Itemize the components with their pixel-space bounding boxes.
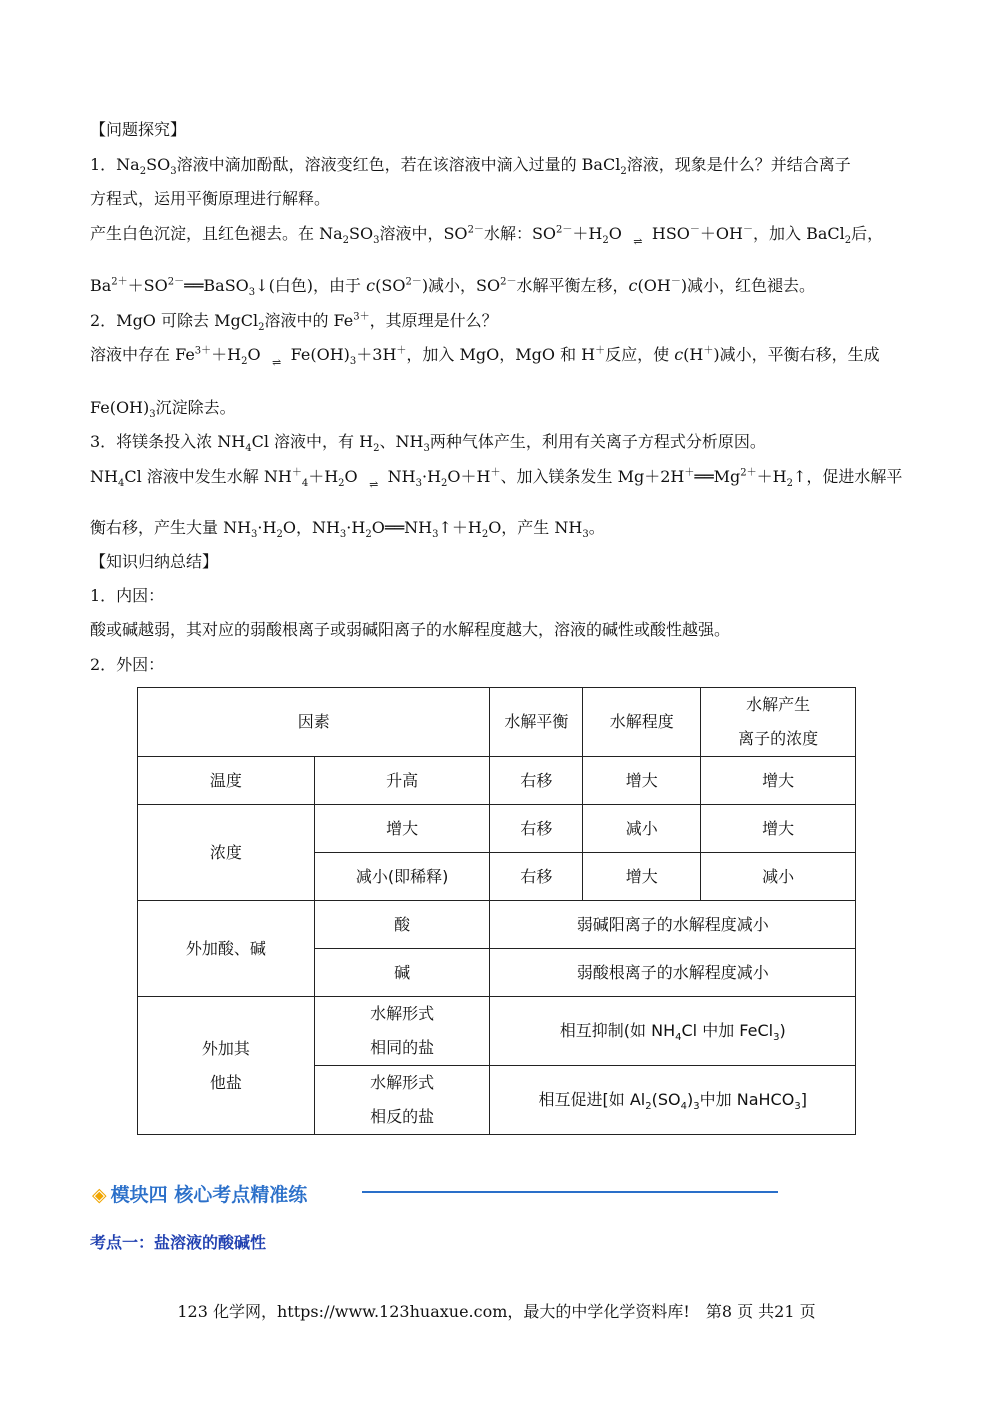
table-row: 减小(即稀释) 右移 增大 减小	[138, 853, 856, 901]
table-row: 水解形式 相反的盐 相互促进[如 $Al_2(SO_4)_3$中加 NaHCO$_3$]	[138, 1066, 856, 1135]
header-degree: 水解程度	[583, 688, 701, 757]
exam-point-heading: 考点一：盐溶液的酸碱性	[90, 1233, 267, 1252]
summary-point-2: 2．外因：	[90, 655, 165, 674]
header-concentration: 水解产生 离子的浓度	[701, 688, 856, 757]
header-balance: 水解平衡	[490, 688, 583, 757]
answer-1-line-2: $Ba^{2+}+SO^{2-}══BaSO_3↓$(白色)，由于 $c(SO^{2-})$减小，$SO^{2-}$水解平衡左移，c(OH－)减小，红色褪去。	[90, 276, 816, 299]
row-label-temperature: 温度	[138, 757, 315, 805]
equilibrium-arrow-icon: ⇌	[369, 478, 377, 491]
table-row: 浓度 增大 右移 减小 增大	[138, 805, 856, 853]
section-heading-inquiry: 【问题探究】	[90, 120, 187, 139]
row-label-concentration: 浓度	[138, 805, 315, 901]
question-2: 2．MgO 可除去 MgCl$_2$溶液中的 $Fe^{3+}$，其原理是什么？	[90, 311, 498, 334]
summary-point-1: 1．内因：	[90, 586, 165, 605]
table-row: 外加酸、碱 酸 弱碱阳离子的水解程度减小	[138, 901, 856, 949]
module-heading: ◈ 模块四 核心考点精准练	[92, 1184, 308, 1206]
table-row: 温度 升高 右移 增大 增大	[138, 757, 856, 805]
section-heading-summary: 【知识归纳总结】	[90, 552, 219, 571]
table-row: 碱 弱酸根离子的水解程度减小	[138, 949, 856, 997]
summary-point-1-text: 酸或碱越弱，其对应的弱酸根离子或弱碱阳离子的水解程度越大，溶液的碱性或酸性越强。	[90, 620, 731, 639]
question-1-line-2: 方程式，运用平衡原理进行解释。	[90, 189, 331, 208]
diamond-icon: ◈	[92, 1184, 107, 1206]
equilibrium-arrow-icon: ⇌	[272, 356, 280, 369]
answer-3-line-1: $NH_4Cl$ 溶液中发生水解 $NH^+_4+H_2O$ ⇌ $NH_3\cdot H_2O+H^+$、加入镁条发生 $Mg+2H^+══Mg^{2+}+H_2↑$，促进水解平	[90, 467, 902, 495]
table-header-row	[138, 688, 856, 757]
question-1-line-1: 1．$Na_2SO_3$溶液中滴加酚酞，溶液变红色，若在该溶液中滴入过量的 BaCl$_2$溶液，现象是什么？并结合离子	[90, 155, 851, 178]
row-label-acid-base: 外加酸、碱	[138, 901, 315, 997]
answer-2-line-1: 溶液中存在 $Fe^{3+}+H_2O$ ⇌ $Fe(OH)_3+3H^+$，加入 MgO，MgO 和 H＋反应，使 c(H＋)减小，平衡右移，生成	[90, 345, 880, 373]
answer-2-line-2: $Fe(OH)_3$沉淀除去。	[90, 398, 236, 421]
hydrolysis-factors-table	[137, 687, 856, 1135]
equilibrium-arrow-icon: ⇌	[633, 235, 641, 248]
answer-1-line-1: 产生白色沉淀，且红色褪去。在 $Na_2SO_3$溶液中，$SO^{2-}$水解：$SO^{2-}+H_2O$ ⇌ HSO－＋OH－，加入 BaCl$_2$后，	[90, 224, 883, 252]
row-label-other-salt: 外加其 他盐	[138, 997, 315, 1135]
header-factor: 因素	[138, 688, 490, 757]
answer-3-line-2: 衡右移，产生大量 $NH_3\cdot H_2O$，$NH_3\cdot H_2O══NH_3↑+H_2O$，产生 $NH_3$。	[90, 518, 605, 541]
question-3: 3．将镁条投入浓 $NH_4Cl$ 溶液中，有 $H_2$、$NH_3$两种气体产生，利用有关离子方程式分析原因。	[90, 432, 766, 455]
module-divider	[362, 1191, 778, 1193]
page-footer: 123 化学网，https://www.123huaxue.com，最大的中学化学资料库! 第8 页 共21 页	[177, 1302, 816, 1321]
table-row: 外加其 他盐 水解形式 相同的盐 相互抑制(如 $NH_4Cl$ 中加 FeCl$_3$)	[138, 997, 856, 1066]
